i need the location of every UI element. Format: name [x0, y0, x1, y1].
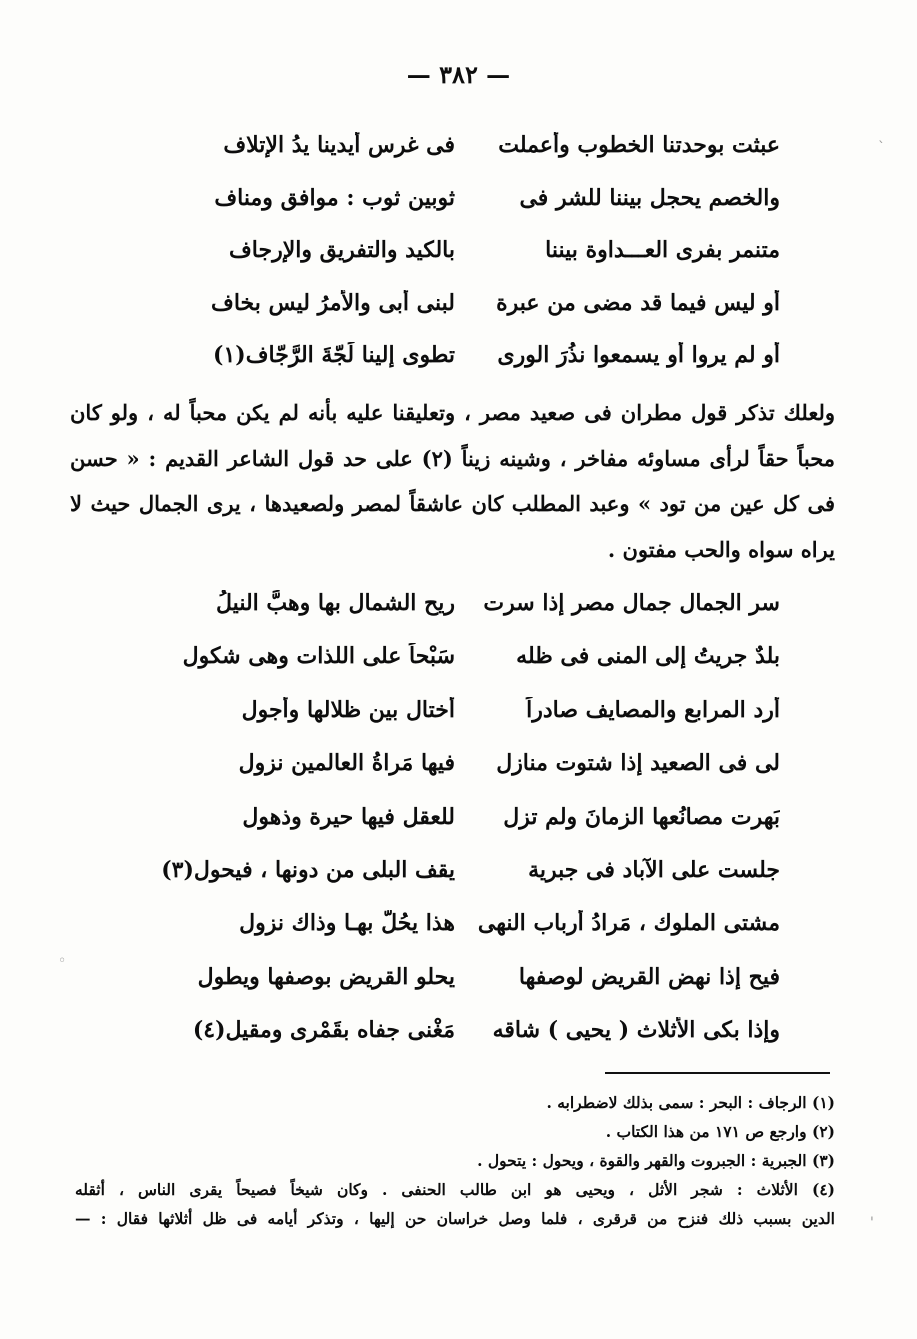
scan-mark: '	[870, 1215, 874, 1231]
verse-second-hemistich: سَبْحاً على اللذات وهى شكول	[182, 643, 455, 670]
verse-line	[140, 898, 780, 951]
verse-first-hemistich: فيح إذا نهض القريض لوصفها	[518, 963, 780, 990]
verse-second-hemistich: للعقل فيها حيرة وذهول	[242, 803, 455, 830]
verse-second-hemistich: لبنى أبى والأمرُ ليس بخاف	[211, 289, 455, 316]
verse-second-hemistich: فى غرس أيدينا يدُ الإتلاف	[223, 132, 455, 158]
verse-first-hemistich: بَهرت مصانُعها الزمانَ ولم تزل	[503, 803, 780, 830]
verse-second-hemistich: بالكيد والتفريق والإرجاف	[228, 237, 455, 263]
verse-line	[140, 845, 780, 898]
verse-line	[140, 738, 780, 791]
verse-first-hemistich: متنمر بفرى العـــداوة بيننا	[545, 237, 780, 263]
scan-mark: ◦	[58, 953, 67, 969]
verse-first-hemistich: سر الجمال جمال مصر إذا سرت	[483, 590, 780, 616]
poem-second	[140, 578, 780, 1059]
verse-first-hemistich: وإذا بكى الأثلاث ( يحيى ) شاقه	[492, 1017, 780, 1044]
verse-first-hemistich: أو لم يروا أو يسمعوا نذُرَ الورى	[497, 342, 780, 368]
scan-mark: `	[878, 140, 885, 156]
footnote-line: (٢) وارجع ص ١٧١ من هذا الكتاب .	[605, 1122, 835, 1141]
page-number: — ٣٨٢ —	[406, 60, 511, 89]
verse-second-hemistich: ثوبين ثوب : موافق ومناف	[214, 184, 455, 211]
verse-first-hemistich: بلدٌ جريتُ إلى المنى فى ظله	[516, 643, 780, 670]
verse-first-hemistich: مشتى الملوك ، مَرادُ أرباب النهى	[477, 910, 780, 937]
footnote-line: (٤) الأثلاث : شجر الأثل ، ويحيى هو ابن طالب الحنفى . وكان شيخاً فصيحاً يقرى الناس ، أثقله	[75, 1180, 835, 1199]
verse-first-hemistich: لى فى الصعيد إذا شتوت منازل	[496, 750, 780, 777]
verse-first-hemistich: أرد المرابع والمصايف صادراً	[526, 696, 780, 723]
verse-line	[140, 330, 780, 383]
verse-second-hemistich: مَغْنى جفاه بقَمْرى ومقيل(٤)	[192, 1017, 455, 1044]
verse-line	[140, 952, 780, 1005]
verse-second-hemistich: تطوى إلينا لَجّةَ الرَّجّاف(١)	[213, 342, 455, 368]
footnote-line: (٣) الجبرية : الجبروت والقهر والقوة ، ويحول : يتحول .	[477, 1151, 835, 1170]
prose-paragraph: ولعلك تذكر قول مطران فى صعيد مصر ، وتعليقنا عليه بأنه لم يكن محباً له ، ولو كان محباً حقاً لرأى مساوئه مفاخر ، وشينه زيناً (٢) على حد قول الشاعر القديم : « حسن فى كل عين من تود » وعبد المطلب كان عاشقاً لمصر ولصعيدها ، يرى الجمال حيث لا يراه سواه والحب مفتون .	[70, 400, 835, 562]
verse-second-hemistich: ريح الشمال بها وهبَّ النيلُ	[216, 590, 455, 616]
verse-line	[140, 120, 780, 173]
verse-second-hemistich: يحلو القريض بوصفها ويطول	[197, 963, 455, 990]
verse-line	[140, 278, 780, 331]
verse-line	[140, 173, 780, 226]
footnotes	[75, 1088, 835, 1233]
verse-second-hemistich: فيها مَراةُ العالمين نزول	[238, 750, 455, 777]
verse-line	[140, 578, 780, 631]
verse-line	[140, 685, 780, 738]
footnote-line: (١) الرجاف : البحر : سمى بذلك لاضطرابه .	[546, 1093, 835, 1112]
verse-first-hemistich: والخصم يحجل بيننا للشر فى	[519, 184, 780, 211]
footnote-line: الدين بسبب ذلك فنزح من قرقرى ، فلما وصل خراسان حن إليها ، وتذكر أيامه فى ظل أثلاثها فقال : —	[75, 1209, 835, 1228]
verse-line	[140, 631, 780, 684]
verse-second-hemistich: أختال بين ظلالها وأجول	[241, 696, 455, 723]
verse-line	[140, 792, 780, 845]
footnote-divider	[605, 1072, 830, 1074]
verse-first-hemistich: جلست على الآباد فى جبرية	[528, 856, 780, 883]
verse-line	[140, 225, 780, 278]
verse-second-hemistich: هذا يحُلُّ بهـا وذاك نزول	[239, 910, 455, 937]
verse-first-hemistich: أو ليس فيما قد مضى من عبرة	[496, 289, 780, 316]
verse-line	[140, 1005, 780, 1058]
verse-first-hemistich: عبثت بوحدتنا الخطوب وأعملت	[498, 132, 780, 158]
poem-first	[140, 120, 780, 383]
verse-second-hemistich: يقف البلى من دونها ، فيحول(٣)	[161, 856, 455, 883]
